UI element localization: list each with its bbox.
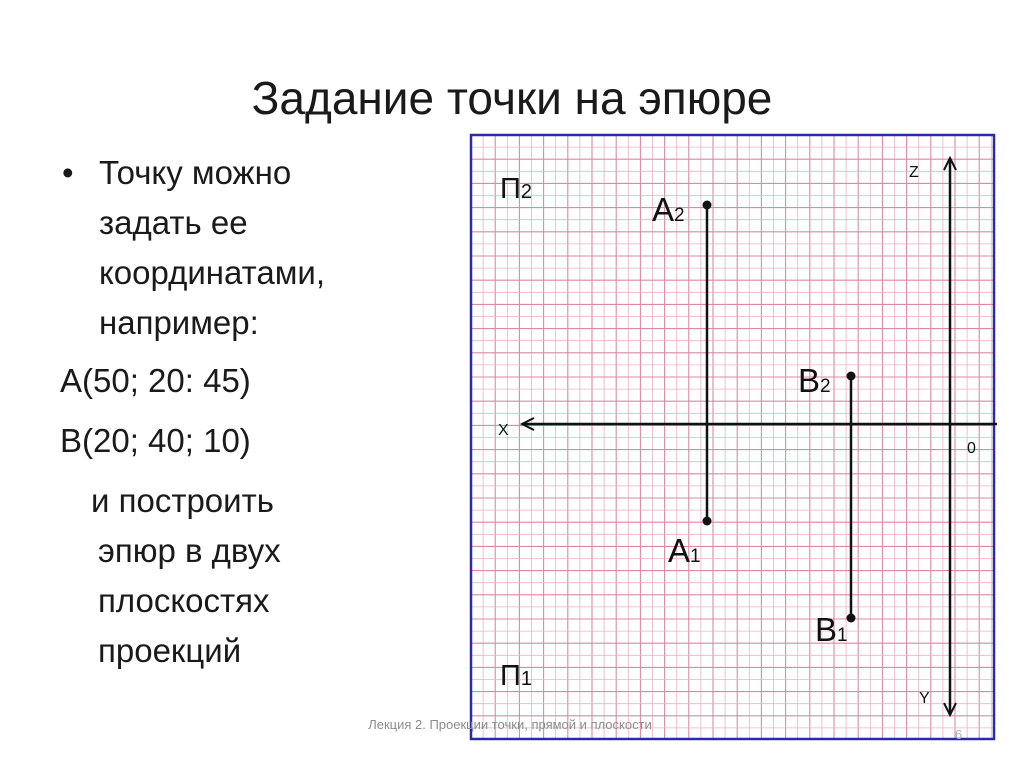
construct-line-2: эпюр в двух xyxy=(98,532,281,569)
footer-caption: Лекция 2. Проекции точки, прямой и плоскости xyxy=(368,717,652,732)
axis-z-label: Z xyxy=(909,164,919,181)
bullet-dot: • xyxy=(62,154,74,191)
construct-line-3: плоскостях xyxy=(98,582,270,619)
point-b1 xyxy=(847,614,856,623)
page-number: 6 xyxy=(955,727,963,742)
bullet-line-4: например: xyxy=(99,304,259,341)
axis-x-label: X xyxy=(498,422,509,439)
construct-line-4: проекций xyxy=(98,632,242,669)
plane-p1-label: П1 xyxy=(500,660,532,692)
bullet-line-3: координатами, xyxy=(99,254,326,291)
slide-title: Задание точки на эпюре xyxy=(251,72,773,124)
point-a1 xyxy=(703,517,712,526)
bullet-line-1: Точку можно xyxy=(99,154,292,191)
label-b1: B1 xyxy=(815,611,848,648)
label-a2: A2 xyxy=(652,191,685,228)
point-a2 xyxy=(703,201,712,210)
origin-label: 0 xyxy=(967,440,976,457)
plane-p2-label: П2 xyxy=(500,173,532,205)
axis-y-label: Y xyxy=(919,690,930,707)
coordinates-b: B(20; 40; 10) xyxy=(60,422,251,459)
point-b2 xyxy=(847,372,856,381)
coordinates-a: A(50; 20: 45) xyxy=(60,362,251,399)
bullet-line-2: задать ее xyxy=(99,204,248,241)
grid-frame xyxy=(471,135,994,739)
construct-line-1: и построить xyxy=(91,482,274,519)
label-a1: A1 xyxy=(668,532,701,569)
graph-paper-grid xyxy=(471,135,994,739)
label-b2: B2 xyxy=(798,362,831,399)
